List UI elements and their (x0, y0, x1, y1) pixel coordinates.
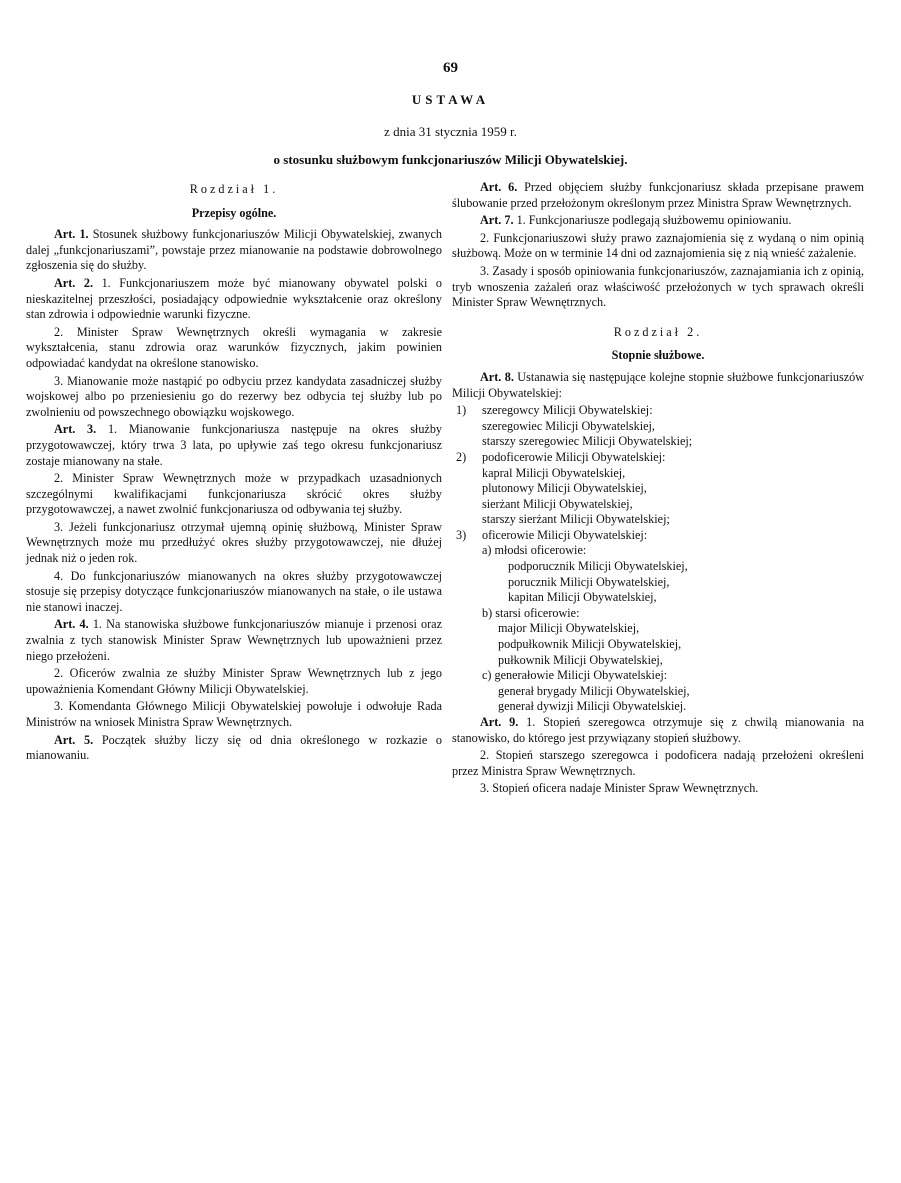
article-9-para-3: 3. Stopień oficera nadaje Minister Spraw Wewnętrznych. (480, 781, 759, 796)
rank-list (452, 403, 864, 715)
rank-group-3 (452, 528, 864, 544)
rank-group-1-label: 1) (456, 403, 467, 418)
article-2-para-3: 3. Mianowanie może nastąpić po odbyciu przez kandydata zasadniczej służby wojskowej albo po przeniesieniu go do rezerwy bez odbycia tej służby lub po zwolnieniu od powszechnego obowiązku wojskowego. (26, 373, 442, 419)
article-5-label: Art. 5. (54, 732, 94, 747)
rank-subgroup-b-label: b) (482, 605, 493, 620)
article-5 (26, 733, 442, 764)
article-4-para-3: 3. Komendanta Głównego Milicji Obywatelskiej powołuje i odwołuje Rada Ministrów na wniosek Ministra Spraw Wewnętrznych. (26, 699, 442, 729)
article-4-para-1 (26, 617, 442, 664)
rank-group-1-title: szeregowcy Milicji Obywatelskiej: (482, 403, 653, 418)
rank-group-2 (452, 450, 864, 466)
rank-subgroup-b-title: starsi oficerowie: (495, 605, 580, 620)
article-3-para-1-text: 1. Mianowanie funkcjonariusza następuje na okres służby przygotowawczej, który trwa 3 lata, po upływie zaś tego okresu funkcjonariusz zostaje mianowany na stałe. (26, 422, 443, 468)
rank-subgroup-c-title: generałowie Milicji Obywatelskiej: (494, 668, 668, 683)
article-9-para-1-text: 1. Stopień szeregowca otrzymuje się z chwilą mianowania na stanowisko, do którego jest przywiązany stopień służbowy. (452, 715, 864, 745)
article-2-para-1-text: 1. Funkcjonariuszem może być mianowany obywatel polski o nieskazitelnej przeszłości, posiadający odpowiednie wykształcenie oraz określony stan zdrowia i odpowiednie warunki fizyczne. (26, 275, 443, 322)
article-1-label: Art. 1. (54, 227, 89, 242)
page-number: 69 (443, 60, 458, 76)
document-subject: o stosunku służbowym funkcjonariuszów Milicji Obywatelskiej. (273, 152, 628, 167)
article-4-para-2: 2. Oficerów zwalnia ze służby Minister Spraw Wewnętrznych lub z jego upoważnienia Komendant Główny Milicji Obywatelskiej. (26, 666, 442, 696)
rank-item: podpułkownik Milicji Obywatelskiej, (498, 637, 682, 652)
rank-item: pułkownik Milicji Obywatelskiej, (498, 652, 663, 667)
rank-item: starszy sierżant Milicji Obywatelskiej; (482, 512, 670, 527)
rank-group-3-label: 3) (456, 527, 467, 542)
article-3-para-4: 4. Do funkcjonariuszów mianowanych na okres służby przygotowawczej stosuje się przepisy dotyczące funkcjonariuszów mianowanych na stałe, o ile ustawa nie stanowi inaczej. (26, 568, 442, 614)
rank-item: podporucznik Milicji Obywatelskiej, (508, 559, 688, 574)
right-column (452, 180, 864, 799)
rank-item: generał dywizji Milicji Obywatelskiej. (498, 699, 687, 714)
rank-group-1 (452, 403, 864, 419)
rank-item: porucznik Milicji Obywatelskiej, (508, 574, 670, 589)
article-8-label: Art. 8. (480, 369, 514, 384)
rank-group-2-title: podoficerowie Milicji Obywatelskiej: (482, 449, 666, 464)
rank-group-2-label: 2) (456, 449, 467, 464)
article-3-para-2: 2. Minister Spraw Wewnętrznych może w przypadkach uzasadnionych szczególnymi kwalifikacjami funkcjonariusza skrócić okres służby przygotowawczej, a nawet zwolnić funkcjonariusza od odbywania tej służby. (26, 471, 442, 517)
article-6-text: Przed objęciem służby funkcjonariusz składa przepisane prawem ślubowanie przed przełożonym określonym przez Ministra Spraw Wewnętrznych. (452, 180, 864, 210)
rank-group-3-title: oficerowie Milicji Obywatelskiej: (482, 527, 648, 542)
article-3-para-3: 3. Jeżeli funkcjonariusz otrzymał ujemną opinię służbową, Minister Spraw Wewnętrznych może mu przedłużyć okres służby przygotowawczej, nie dłużej jednak niż o jeden rok. (26, 519, 442, 566)
article-3-para-1 (26, 422, 442, 469)
article-5-text: Początek służby liczy się od dnia określonego w rozkazie o mianowaniu. (26, 732, 443, 763)
article-9-para-1 (452, 715, 864, 746)
article-9-para-2: 2. Stopień starszego szeregowca i podoficera nadają przełożeni określeni przez Ministra Spraw Wewnętrznych. (452, 748, 864, 778)
article-7-para-2: 2. Funkcjonariuszowi służy prawo zaznajomienia się z wydaną o nim opinią służbową. Może on w terminie 14 dni od zaznajomienia się z nią wnieść zażalenie. (452, 230, 864, 261)
article-9-label: Art. 9. (480, 715, 519, 729)
rank-item: kapitan Milicji Obywatelskiej, (508, 590, 657, 605)
article-2-label: Art. 2. (54, 275, 94, 290)
rank-item: szeregowiec Milicji Obywatelskiej, (482, 418, 655, 433)
rank-subgroup-b (452, 606, 864, 622)
chapter-2-title: Stopnie służbowe. (611, 348, 705, 363)
chapter-1-number: Rozdział 1. (189, 182, 279, 196)
article-4-label: Art. 4. (54, 617, 89, 632)
article-4-para-1-text: 1. Na stanowiska służbowe funkcjonariuszów mianuje i przenosi oraz zwalnia z tych stanowisk Minister Spraw Wewnętrznych lub upoważnieni przez niego przełożeni. (26, 617, 443, 663)
chapter-2-number: Rozdział 2. (613, 324, 703, 339)
rank-subgroup-a-title: młodsi oficerowie: (494, 543, 587, 558)
article-7-label: Art. 7. (480, 213, 514, 228)
rank-subgroup-c-label: c) (482, 668, 492, 683)
left-column (26, 180, 442, 766)
article-8-intro (452, 370, 864, 401)
article-1 (26, 227, 442, 274)
document-date: z dnia 31 stycznia 1959 r. (384, 124, 517, 139)
rank-item: starszy szeregowiec Milicji Obywatelskiej; (482, 434, 693, 449)
rank-item: generał brygady Milicji Obywatelskiej, (498, 683, 690, 698)
rank-item: major Milicji Obywatelskiej, (498, 621, 640, 636)
chapter-1-title: Przepisy ogólne. (191, 205, 277, 220)
article-2-para-2: 2. Minister Spraw Wewnętrznych określi wymagania w zakresie wykształcenia, stanu zdrowia oraz warunków fizycznych, jakim powinien odpowiadać kandydat na określone stanowisko. (26, 324, 442, 370)
rank-item: kapral Milicji Obywatelskiej, (482, 465, 626, 480)
rank-item: plutonowy Milicji Obywatelskiej, (482, 481, 647, 496)
document-title: USTAWA (411, 92, 490, 107)
rank-subgroup-a-label: a) (482, 543, 492, 558)
rank-subgroup-a (452, 543, 864, 559)
rank-subgroup-c (452, 668, 864, 684)
article-7-para-1 (452, 213, 864, 229)
article-2-para-1 (26, 276, 442, 323)
article-7-para-3: 3. Zasady i sposób opiniowania funkcjonariuszów, zaznajamiania ich z opinią, tryb wnoszenia zażaleń oraz właściwość przełożonych w tych sprawach określi Minister Spraw Wewnętrznych. (452, 263, 864, 310)
article-6 (452, 180, 864, 211)
article-7-para-1-text: 1. Funkcjonariusze podlegają służbowemu opiniowaniu. (516, 213, 792, 228)
article-6-label: Art. 6. (480, 180, 518, 194)
rank-item: sierżant Milicji Obywatelskiej, (482, 496, 633, 511)
article-3-label: Art. 3. (54, 422, 97, 437)
article-1-text: Stosunek służbowy funkcjonariuszów Milicji Obywatelskiej, zwanych dalej „funkcjonariuszami”, powstaje przez mianowanie na podstawie dobrowolnego zgłoszenia się do służby. (26, 227, 442, 273)
article-8-intro-text: Ustanawia się następujące kolejne stopnie służbowe funkcjonariuszów Milicji Obywatelskiej: (452, 369, 865, 400)
